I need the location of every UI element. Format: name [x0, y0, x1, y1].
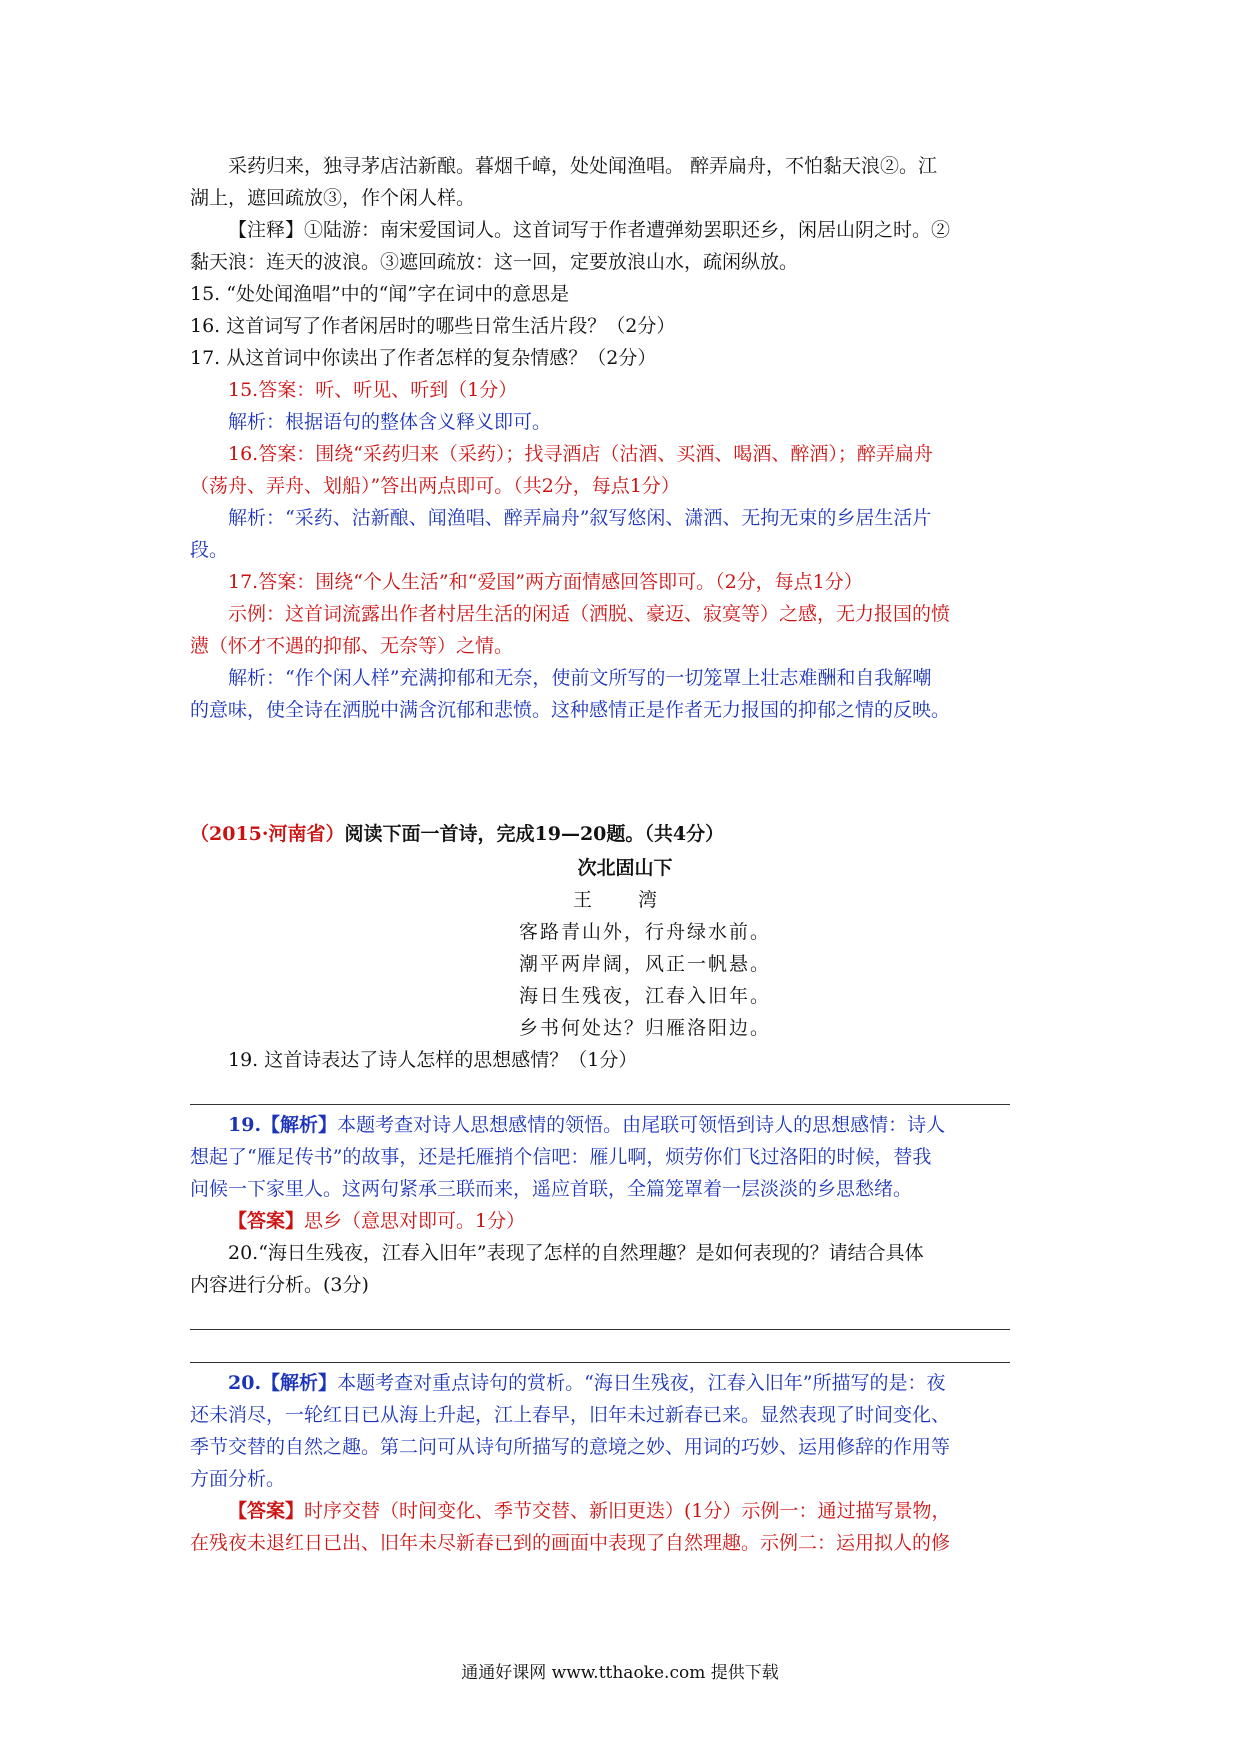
question-15: 15. “处处闻渔唱”中的“闻”字在词中的意思是	[190, 283, 570, 305]
answer-16-line2: （荡舟、弄舟、划船）”答出两点即可。（共2分，每点1分）	[190, 475, 680, 497]
answer-20-text: 时序交替（时间变化、季节交替、新旧更迭）(1分）示例一：通过描写景物，	[304, 1500, 951, 1522]
question-20-line1: 20.“海日生残夜，江春入旧年”表现了怎样的自然理趣？是如何表现的？请结合具体	[228, 1242, 924, 1264]
explain-17-line1: 解析：“作个闲人样”充满抑郁和无奈，使前文所写的一切笼罩上壮志难酬和自我解嘲	[228, 667, 932, 689]
answer-20-line1	[190, 1495, 1060, 1527]
poem-line-4: 乡书何处达？归雁洛阳边。	[518, 1017, 771, 1039]
explain-19-line2: 想起了“雁足传书”的故事，还是托雁捎个信吧：雁儿啊，烦劳你们飞过洛阳的时候，替我	[190, 1146, 932, 1168]
question-16: 16. 这首词写了作者闲居时的哪些日常生活片段？（2分）	[190, 315, 676, 337]
poem-author: 王 湾	[572, 889, 678, 911]
explain-19-text: 本题考查对诗人思想感情的领悟。由尾联可领悟到诗人的思想感情：诗人	[337, 1114, 946, 1136]
answer-blank-line	[190, 1334, 1010, 1363]
example-17-line2: 懑（怀才不遇的抑郁、无奈等）之情。	[190, 635, 514, 657]
answer-17: 17.答案：围绕“个人生活”和“爱国”两方面情感回答即可。（2分，每点1分）	[228, 571, 863, 593]
spacer	[190, 726, 1060, 818]
poem-line-2: 潮平两岸阔，风正一帆悬。	[518, 953, 771, 975]
note-line1: 【注释】①陆游：南宋爱国词人。这首词写于作者遭弹劾罢职还乡，闲居山阴之时。②	[228, 219, 951, 241]
answer-15: 15.答案：听、听见、听到（1分）	[228, 379, 518, 401]
poem1-line2: 湖上，遮回疏放③，作个闲人样。	[190, 187, 476, 209]
section-source: （2015·河南省）	[190, 823, 345, 845]
explain-19-line3: 问候一下家里人。这两句紧承三联而来，遥应首联，全篇笼罩着一层淡淡的乡思愁绪。	[190, 1178, 913, 1200]
explain-20-line4: 方面分析。	[190, 1468, 286, 1490]
explain-16-line1: 解析：“采药、沽新酿、闻渔唱、醉弄扁舟”叙写悠闲、潇洒、无拘无束的乡居生活片	[228, 507, 932, 529]
section-header	[190, 818, 1060, 850]
document-body	[190, 150, 1060, 1559]
explain-16-line2: 段。	[190, 539, 229, 561]
example-17-line1: 示例：这首词流露出作者村居生活的闲适（洒脱、豪迈、寂寞等）之感，无力报国的愤	[228, 603, 951, 625]
answer-19-label: 【答案】	[228, 1210, 305, 1232]
answer-blank-line	[190, 1076, 1010, 1105]
poem-line-1: 客路青山外，行舟绿水前。	[518, 921, 771, 943]
question-19: 19. 这首诗表达了诗人怎样的思想感情？（1分）	[228, 1049, 638, 1071]
explain-20-line2: 还未消尽，一轮红日已从海上升起，江上春早，旧年未过新春已来。显然表现了时间变化、	[190, 1404, 951, 1426]
question-17: 17. 从这首词中你读出了作者怎样的复杂情感？（2分）	[190, 347, 657, 369]
answer-19	[190, 1205, 1060, 1237]
section-instruction: 阅读下面一首诗，完成19—20题。（共4分）	[344, 823, 725, 845]
poem-title: 次北固山下	[577, 857, 673, 879]
explain-17-line2: 的意味，使全诗在洒脱中满含沉郁和悲愤。这种感情正是作者无力报国的抑郁之情的反映。	[190, 699, 951, 721]
explain-20-text: 本题考查对重点诗句的赏析。“海日生残夜，江春入旧年”所描写的是：夜	[337, 1372, 946, 1394]
explain-15: 解析：根据语句的整体含义释义即可。	[228, 411, 552, 433]
explain-20-line1	[190, 1367, 1060, 1399]
poem1-line1: 采药归来，独寻茅店沽新酿。暮烟千嶂，处处闻渔唱。 醉弄扁舟，不怕黏天浪②。江	[228, 155, 938, 177]
note-line2: 黏天浪：连天的波浪。③遮回疏放：这一回，定要放浪山水，疏闲纵放。	[190, 251, 799, 273]
page-footer: 通通好课网 www.tthaoke.com 提供下载	[461, 1663, 779, 1683]
answer-20-line2: 在残夜未退红日已出、旧年未尽新春已到的画面中表现了自然理趣。示例二：运用拟人的修	[190, 1532, 951, 1554]
explain-20-line3: 季节交替的自然之趣。第二问可从诗句所描写的意境之妙、用词的巧妙、运用修辞的作用等	[190, 1436, 951, 1458]
answer-16-line1: 16.答案：围绕“采药归来（采药）；找寻酒店（沽酒、买酒、喝酒、醉酒）；醉弄扁舟	[228, 443, 933, 465]
explain-20-label: 20.【解析】	[228, 1372, 338, 1394]
explain-19-label: 19.【解析】	[228, 1114, 338, 1136]
question-20-line2: 内容进行分析。(3分)	[190, 1274, 369, 1296]
poem-line-3: 海日生残夜，江春入旧年。	[518, 985, 771, 1007]
answer-20-label: 【答案】	[228, 1500, 305, 1522]
answer-blank-line	[190, 1301, 1010, 1330]
answer-19-text: 思乡（意思对即可。1分）	[304, 1210, 526, 1232]
explain-19-line1	[190, 1109, 1060, 1141]
